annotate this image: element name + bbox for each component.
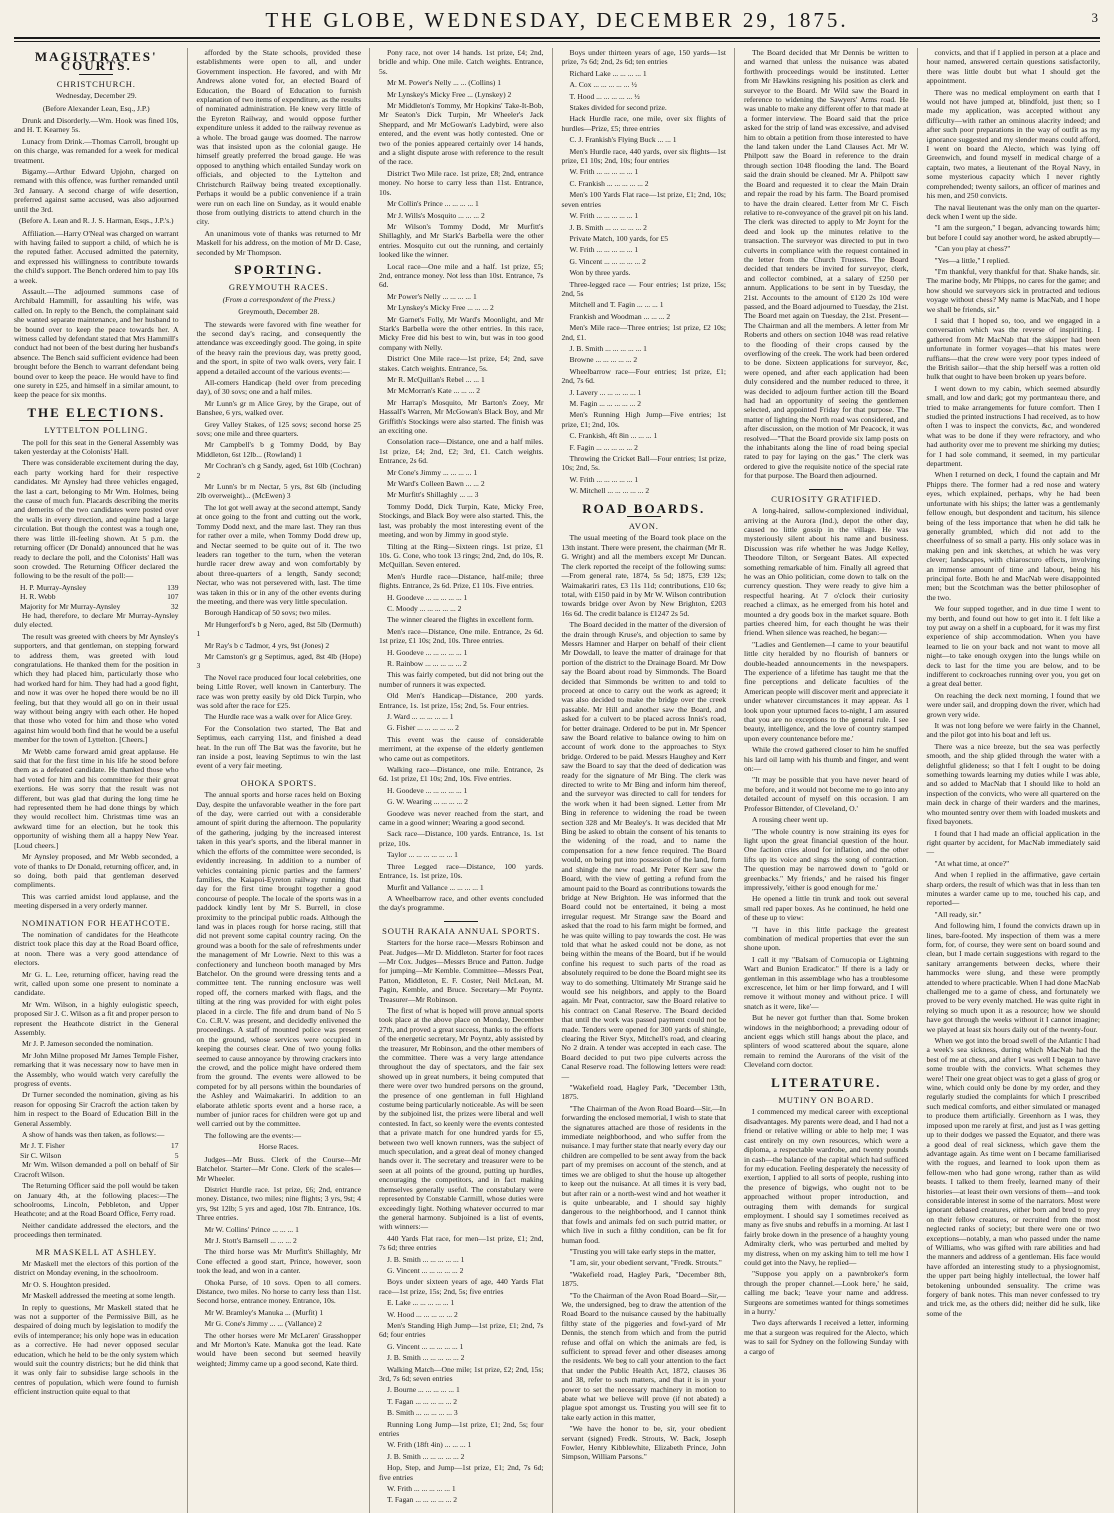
paragraph: On reaching the deck next morning, I found that we were under sail, and dropping down the river, which had grown very wide. [926, 690, 1100, 719]
maskell-article-continued [197, 48, 362, 257]
maskell-article [14, 1248, 179, 1397]
column-2 [197, 48, 371, 1513]
paragraph: W. Frith ... ... ... ... ... 1 [569, 167, 639, 177]
article-headline: LITERATURE. [771, 1074, 882, 1090]
section-label: Horse Races. [258, 1142, 299, 1152]
paragraph: In reply to questions, Mr Maskell stated that he was not a supporter of the Permissive Bill, as he despaired of doing much by legislation to modify the evils of intemperance; his only hope was in education as a corrective. He had never opposed secular education, which he held to be the only system which would suit the country districts; but he did think that it was only fair to subsidise large schools in the centres of population, which were found to furnish efficient instruction quite equal to that [14, 1302, 179, 1397]
paragraph: Mr John Milne proposed Mr James Temple Fisher, remarking that it was necessary now to have men in the Assembly, who would watch very carefully the progress of events. [14, 1050, 179, 1089]
paragraph: Local race—One mile and a half. 1st prize, £5; 2nd, entrance money. Not less than 10st. Entrance, 7s 6d. [379, 261, 544, 290]
correspondent-note: (From a correspondent of the Press.) [222, 294, 335, 304]
paragraph: Neither candidate addressed the electors, and the proceedings then terminated. [14, 1220, 179, 1240]
paragraph: A rousing cheer went up. [752, 815, 829, 825]
paragraph: Mr Ray's b c Tadmor, 4 yrs, 9st (Jones) 2 [204, 640, 330, 650]
paragraph: W. Frith (18ft 4in) ... ... ... 1 [387, 1440, 472, 1450]
paragraph: C. J. Frankish's Flying Buck ... ... 1 [569, 135, 677, 145]
paragraph: Men's Running High Jump—Five entries; 1st prize, £1; 2nd, 10s. [561, 410, 726, 429]
paragraph: Running Long Jump—1st prize, £1; 2nd, 5s; four entries [379, 1419, 544, 1439]
paragraph: Drunk and Disorderly.—Wm. Hook was fined 10s, and H. T. Kearney 5s. [14, 116, 179, 135]
article-headline: THE ELECTIONS. [27, 404, 166, 420]
paragraph: Mr Middleton's Tommy, Mr Hopkins' Take-It-Bob, Mr Seaton's Dick Turpin, Mr Wheeler's Jack Sheppard, and Mr McGowan's Ladybird, were also entered, and the event was hotly contested. One or two of the ponies appeared certainly over 14 hands, and a slight dispute arose with reference to the result of the race. [379, 101, 544, 167]
paragraph: Mr G. L. Lee, returning officer, having read the writ, called upon some one present to nominate a candidate. [14, 969, 179, 998]
paragraph: Mr Murfitt's Shillaghly ... ... 3 [387, 490, 479, 500]
paragraph: Three-legged race — Four entries; 1st prize, 15s; 2nd, 5s [561, 279, 726, 298]
article-headline: SPORTING. [234, 261, 324, 277]
paragraph: Tilting at the Ring—Sixteen rings. 1st prize, £1 10s. G. Cone, who took 13 rings; 2nd, 2nd, do 10s, R. McQuillan. Seven entered. [379, 541, 544, 570]
paragraph: I found that I had made an official application in the right quarter by accident, for MacNab immediately said— [926, 828, 1100, 857]
paragraph: District Hurdle race. 1st prize, £6; 2nd, entrance money. Distance, two miles; nine flights; 3 yrs, 9st; 4 yrs, 9st 12lb; 5 yrs and aged, 10st 7lb. Entrance, 10s. Three entries. [196, 1184, 361, 1223]
paragraph: Three Legged race—Distance, 100 yards. Entrance, 1s. 1st prize, 10s. [379, 861, 544, 881]
paragraph: Dr Turner seconded the nomination, giving as his reason for opposing Sir Cracroft the action taken by him in respect to the Board of Education Bill in the General Assembly. [14, 1090, 179, 1128]
paragraph: This was carried amidst loud applause, and the meeting dispersed in a very orderly manner. [14, 891, 179, 911]
paragraph: "I am the surgeon," I began, advancing towards him; but before I could say another word, he asked abruptly— [926, 223, 1100, 242]
paragraph: The winner cleared the flights in excellent form. [387, 615, 534, 625]
paragraph: Assault.—The adjourned summons case of Archibald Hammill, for assaulting his wife, was called on. In reply to the Bench, the complainant said she wanted separate maintenance, and her husband to be bound over to keep the peace towards her. A witness called by defendant stated that Mrs Hammill's conduct had not been of the best during her husband's absence. The Bench said sufficient evidence had been brought before the Bench to warrant defendant being bound over to keep the peace. He would have to find one surety in £25, and himself in a similar amount, to keep the peace for six months. [14, 286, 179, 400]
candidate-name: H. R. Webb [20, 592, 56, 602]
paragraph: Affiliation.—Harry O'Neal was charged on warrant with having failed to support a child, of which he is the reputed father. Accused admitted the paternity, and expressed his willingness to contribute towards the child's support. The Bench ordered him to pay 10s a week. [14, 228, 179, 285]
majority-label: Majority for Mr Murray-Aynsley [20, 601, 121, 611]
paragraph: The stewards were favored with fine weather for the second day's racing, and consequently the attendance was exceedingly good. The going, in spite of the heavy rain the previous day, was pretty good, and the sport, in spite of two walk overs, very fair. I append a detailed account of the various events:— [196, 319, 361, 376]
article-subhead: OHOKA SPORTS. [240, 777, 317, 788]
literature-continued [927, 48, 1101, 1318]
paragraph: Men's Mile race—Three entries; 1st prize, £2 10s; 2nd, £1. [561, 323, 726, 342]
paragraph: A Wheelbarrow race, and other events concluded the day's programme. [379, 893, 544, 913]
majority-count: 32 [170, 601, 179, 611]
paragraph: I commenced my medical career with exceptional disadvantages. My parents were dead, and I had not a friend or relative willing or able to help me; I was cast entirely on my own resources, which were a diploma, a respectable wardrobe, and twenty pounds in cash—the balance of the capital which had sufficed for my education. Feeling desperately the necessity of exertion, I applied to all sorts of people, rushing into the presence of bigwigs, who ought not to be approached without proper introduction, and outraging them with demands for surgical employment. I should say I sometimes received as many as five snubs and rebuffs in a morning. At last I fairly broke down in the presence of a haughty young Admiralty clerk, who was perturbed and melted by my distress, when on my asking him to tell me how I could get into the Navy, he replied— [744, 1107, 909, 1267]
south-rakaia-sports-article [379, 921, 544, 1505]
paragraph: E. Lake ... ... ... ... ... 1 [387, 1298, 455, 1308]
vote-count: 139 [167, 582, 179, 592]
paragraph: Mr Maskell met the electors of this portion of the district on Monday evening, in the schoolroom. [14, 1258, 179, 1278]
paragraph: H. Goodeve ... ... ... ... ... 1 [387, 592, 468, 602]
paragraph: J. B. Smith ... ... ... ... ... 2 [387, 1353, 465, 1363]
paragraph: convicts, and that if I applied in person at a place and hour named, answered certain questions satisfactorily, there was little doubt but what I should get the appointment. [926, 48, 1100, 86]
column-6 [927, 48, 1101, 1513]
paragraph: The Board decided in the matter of the diversion of the drain through Kruse's, and objection to same by Messrs Hamner and Harper on behalf of their client Mr Dowdall, to leave the matter of drainage for that portion of the district to the Drainage Board. Mr Dow say the Board about road by Simmonds. The Board decided that Simmonds be written to and told to proceed at once to carry out the work as agreed; it was also decided to make the bridge over the creek passable. Mr Hill and another saw the Board, and asked for a culvert to be placed across Innis's road, for better drainage. Ordered to be put in. Mr Spencer saw the Board relative to balance owing to him on account of work done to the approaches to Styx bridge. Ordered to be paid. Messrs Haughey and Kerr saw the Board to say that the deed of dedication was ready for the signature of Mr Bing. The clerk was directed to write to Mr Bing and inform him thereof, and the surveyor was directed to call for tenders for the work when it had been signed. Letter from Mr Bing in reference to widening the road be tween section 328 and Mr Bealey's. It was decided that Mr Bing be asked to obtain the consent of his tenants to the widening of the road, and to name the compensation for a new fence required. The Board would, on being put into possession of the land, form and shingle the new road. Mr Peter Kerr saw the Board, with the view of getting a refund from the amount paid to the Board as contributions towards the bridge at New Brighton. He was informed that the Board could not be entertained, it being a most irregular request. Mr Strange saw the Board and asked that the road to his farm might be formed, and he was quite willing to pay towards the cost. He was told that what he asked could not be done, as not being within the means of the Board, but if he would confine his request to such parts of the road as absolutely required to be done the Board might see its way to do something. Ultimately Mr Strange said he would see his neighbors, and apply to the Board again. Mr Peat, contractor, saw the Board relative to his contract on Canal Reserve. The Board decided that until the work was passed payment could not be made. Tenders were opened for 300 yards of shingle, clearing the River Styx, Mitchell's road, and clearing No 2 drain. A tender was accepted in each case. The Board decided to put two pipe culverts across the Canal Reserve road. The following letters were read:— [561, 620, 727, 1081]
paragraph: Murfit and Vallance ... ... ... ... 1 [387, 882, 484, 892]
paragraph: "Wakefield road, Hagley Park, "December 8th, 1875. [561, 1269, 726, 1289]
paragraph: Mr J. Stott's Barnsell ... ... ... 2 [204, 1235, 297, 1245]
paragraph: W. Frith ... ... ... ... ... 1 [569, 211, 639, 221]
paragraph: It was not long before we were fairly in the Channel, and the pilot got into his boat and left us. [926, 721, 1100, 740]
ohoka-sports-article [197, 779, 362, 1368]
paragraph: Pony race, not over 14 hands. 1st prize, £4; 2nd, bridle and whip. One mile. Catch weights. Entrance, 5s. [379, 48, 544, 76]
paragraph: Mr Hungerford's b g Nero, aged, 8st 5lb (Dermuth) 1 [196, 619, 361, 639]
paragraph: Frankish and Woodman ... ... ... 2 [569, 311, 671, 321]
paragraph: For the Consolation two started, The Bat and Septimus, each carrying 11st, and finished a dead heat. In the run off The Bat was the favorite, but he ran inside a post, leaving Septimus to win the last event of a very fair meeting. [196, 723, 361, 771]
paragraph: T. Fagan ... ... ... ... ... 2 [387, 1396, 458, 1406]
show-of-hands-row [20, 1141, 179, 1150]
paragraph: District Two Mile race. 1st prize, £8; 2nd, entrance money. No horse to carry less than 11st. Entrance, 10s. [379, 168, 544, 197]
paragraph: He had, therefore, to declare Mr Murray-Aynsley duly elected. [14, 610, 179, 630]
heathcote-nomination-article [14, 919, 179, 1240]
paragraph: The third horse was Mr Murfitt's Shillaghly, Mr Cone effected a good start, Prince, however, soon took the lead, and won in a canter. [196, 1247, 361, 1276]
paragraph: Two days afterwards I received a letter, informing me that a surgeon was required for the Alecto, which was to sail for Sydney on the following Sunday with a cargo of [744, 1318, 909, 1356]
paragraph: J. Ward ... ... ... ... ... 1 [387, 712, 454, 721]
paragraph: "I am, sir, your obedient servant, "Fredk. Strouts." [569, 1258, 722, 1268]
sporting-article [196, 261, 362, 771]
candidate-name: Mr J. T. Fisher [20, 1141, 65, 1151]
paragraph: Mr Garnet's Folly, Mr Ward's Moonlight, and Mr Stark's Barbella were the other entries. In this race, Micky Free did his best to win, but was in too good company with Nelly. [379, 314, 544, 352]
paragraph: Mr Wm. Wilson demanded a poll on behalf of Sir Cracroft Wilson. [14, 1160, 179, 1179]
paragraph: Consolation race—Distance, one and a half miles. 1st prize, £4; 2nd, £2; 3rd, £1. Catch weights. Entrance, 2s 6d. [379, 437, 544, 466]
paragraph: Men's 100 Yards Flat race—1st prize, £1; 2nd, 10s; seven entries [561, 190, 726, 209]
paragraph: Tommy Dodd, Dick Turpin, Kate, Micky Free, Stockings, and Black Boy were also started. This, the last, was probably the most interesting event of the meeting, and won by Jimmy in good style. [379, 501, 544, 540]
paragraph: afforded by the State schools, provided these establishments were open to all, and under Government inspection. He favored, and with Mr Andrews alone voted for, an elected Board of Education, the Board of Education to furnish explanation of two items of expenditure, as the results of nominated administration. He knew very little of the Eyreton Railway, and would oppose further expenditure unless it added to the railway revenue as a whole. The broad gauge was doomed. The narrow was that insisted upon as the colonial gauge. He himself greatly preferred the broad gauge. He was opposed to anything which entailed Sunday work on officials, and objected to the Lyttelton and Christchurch Railway being treated exceptionally. Perhaps it would be a public convenience if a train were run on each line on Sunday, as it would enable those from outlying districts to attend church in the city. [196, 48, 361, 227]
paragraph: Mr Campbell's b g Tommy Dodd, by Bay Middleton, 6st 12lb... (Rowland) 1 [196, 440, 361, 459]
paragraph: J. B. Smith ... ... ... ... ... 2 [569, 222, 647, 232]
paragraph: W. Hood ... ... ... ... ... 2 [387, 1309, 458, 1319]
paragraph: C. Moody ... ... ... ... ... 2 [387, 603, 462, 613]
paragraph: But he never got further than that. Some broken windows in the neighborhood; a prevading odour of ancient eggs which still hangs about the place, and splinters of wood scattered about the square, alone remain to remind the Aurorans of the visit of the Cleveland corn doctor. [744, 1013, 909, 1070]
paragraph: Browne ... ... ... ... ... 2 [569, 355, 638, 365]
paragraph: District One Mile race—1st prize, £4; 2nd, save stakes. Catch weights. Entrance, 5s. [379, 354, 544, 373]
paragraph: J. B. Smith ... ... ... ... ... 1 [569, 343, 647, 353]
paragraph: G. Vincent ... ... ... ... ... 1 [387, 1341, 464, 1351]
road-boards-article [561, 500, 727, 1462]
article-headline: MAGISTRATES' COURTS. [34, 49, 158, 74]
paragraph: W. Frith ... ... ... ... ... 1 [569, 245, 639, 255]
paragraph: The Board decided that Mr Dennis be written to and warned that unless the nuisance was abated forthwith proceedings would be instituted. Letter from Mr Hawkins resigning his position as clerk and surveyor to the Board. Mr Wild saw the Board in reference to widening the Sawyers' Arms road. He was unable to make any different offer to that made at a former interview. The Board said that the price asked for the strip of land was excessive, and advised him to obtain a petition from those interested to have the land taken under the Land Clauses Act. Mr W. Philpott saw the Board in reference to the drain through section 1048 flooding the land. The Board said the drain should be cleaned. Mr A. Philpott saw the Board and requested it to clear the Main Drain and repair the road by his farm. The Board promised to have the drain cleared. Letter from Mr C. Fisch relative to re-conveyance of the gravel pit on his land. The clerk was directed to apply to Mr Joynt for the deed and look up the minutes relative to the transaction. The surveyor was directed to put in two culverts in compliance with the request contained in the letter from the Church Trustees. The Board decided that tenders be invited for surveyor, clerk, and collector combined, at a salary of £250 per annum. Applications to be sent in by Tuesday, the 21st. Accounts to the amount of £120 2s 10d were passed, and the Board adjourned to Tuesday, the 21st. The Board met again on Tuesday, the 21st. Present—The Chairman and all the members. A letter from Mr Roberts and others on section 1048 was read relative to the flooding of their crops caused by the overflowing of the creek. The work had been ordered to be done. Sixteen applications for surveyor, &c, were opened, and after each application had been duly considered and the number reduced to three, it was decided to adjourn further action till the Board had had an opportunity of seeing the gentlemen selected, and appointed Friday for that purpose. The matter of lighting the North road was considered, and after discussion, on the motion of Mr Peacock, it was resolved—"That the Board provide six lamp posts on the inhabitants along the line of road being special rated to pay for laying on the gas." The clerk was ordered to give the requisite notice of the special rate for that purpose. The Board then adjourned. [744, 48, 909, 481]
paragraph: Mr J. P. Jameson seconded the nomination. [22, 1039, 153, 1049]
paragraph: Mr Aynsley proposed, and Mr Webb seconded, a vote of thanks to Dr Donald, returning officer, and, in so doing, both paid that gentleman deserved compliments. [14, 852, 179, 890]
masthead-rule [14, 41, 1100, 42]
south-rakaia-sports-continued [562, 48, 727, 496]
paragraph: Mr Maskell addressed the meeting at some length. [22, 1291, 176, 1301]
paragraph: The Hurdle race was a walk over for Alice Grey. [204, 712, 353, 722]
paragraph: Mr Lynskey's Micky Free ... (Lynskey) 2 [387, 89, 512, 99]
article-subhead: AVON. [628, 521, 659, 532]
paragraph: Mr Ward's Colleen Bawn ... ... 2 [387, 479, 485, 489]
paragraph: Mr Collin's Prince ... ... ... ... 1 [387, 199, 479, 209]
paragraph: Lunacy from Drink.—Thomas Carroll, brought up on this charge, was remanded for a week for medical treatment. [14, 136, 179, 165]
paragraph: Men's Standing High Jump—1st prize, £1; 2nd, 7s 6d; four entries [379, 1320, 544, 1340]
divider [444, 921, 478, 922]
paragraph: And when I replied in the affirmative, gave certain sharp orders, the result of which was that in less than ten minutes a warder came up to me, touched his cap, and reported— [926, 870, 1100, 908]
columns [14, 48, 1100, 1505]
paragraph: The poll for this seat in the General Assembly was taken yesterday at the Colonists' Hall. [14, 437, 179, 457]
paragraph: When I returned on deck, I found the captain and Mr Phipps there. The former had a red nose and watery eyes, which explained, perhaps, why he had been unfortunate with his ships; the latter was a gentlemanly fellow enough, but despondent and taciturn, his silence being of the less importance that when he did talk he generally grumbled, which did not add to the cheerfulness of so small a party. His only solace was in making pen and ink sketches, at which he was very clever; landscapes, with chiaroscuro effects, involving an immense amount of time and labour, being his principal forte. Both he and MacNab were disappointed men; but the Scotchman was the better philosopher of the two. [926, 470, 1100, 602]
paragraph: Private Match, 100 yards, for £5 [569, 233, 668, 243]
paragraph: G. W. Wearing ... ... ... ... 2 [387, 797, 468, 807]
paragraph: "Can you play at chess?" [934, 244, 1011, 254]
paragraph: Throwing the Cricket Ball—Four entries; 1st prize, 10s; 2nd, 5s. [561, 454, 726, 473]
paragraph: Mitchell and T. Fagin ... ... ... 1 [569, 300, 664, 310]
paragraph: Mr Wm. Wilson, in a highly eulogistic speech, proposed Sir J. C. Wilson as a fit and proper person to represent the Heathcote district in the General Assembly. [14, 999, 179, 1037]
paragraph: And following him, I found the convicts drawn up in lines, bare-footed. My inspection of them was a mere form, for, of course, they were sent on board sound and clean, but I made certain suggestions with regard to the sanitary arrangements between decks, where their hammocks were slung, and these were promptly attended to where practicable. When I had done MacNab challenged me to a game of chess, and fortunately we proved to be very evenly matched. He was quite right in relying so much upon it as a resource; how we should have got through the weeks without it I cannot imagine; we played at least six hours daily out of the twenty-four. [926, 921, 1100, 1034]
paragraph: Mr McMorran's Kate ... ... ... 2 [387, 386, 481, 396]
paragraph: I call it my "Balsam of Cornucopia or Lightning Wart and Bunion Eradicator." If there is a lady or gentleman in this assemblage who has a troublesome excrescence, let him or her limp forward, and I will remove it without money and without price. I will snatch as it were, like'— [744, 954, 909, 1011]
divider [809, 489, 843, 490]
paragraph: Goodeve was never reached from the start, and came in a good winner; Wearing a good second. [379, 808, 544, 828]
paragraph: The lot got well away at the second attempt, Sandy at once going to the front and cutting out the work, Tommy Dodd next, and the mare last. They ran thus for rather over a mile, when Tommy Dodd drew up, and Nectar seemed to be quite out of it. The two leaders ran together to the turn, when the veteran hurdle racer drew away and won comfortably by about three-quarters of a length, Sandy second; Nectar, who was not persevered with, last. The time was taken in this or in any of the other events during the meeting, and there was very little speculation. [196, 502, 361, 606]
paragraph: A long-haired, sallow-complexioned individual, arriving at the Aurora (Ind.), depot the other day, caused no little gossip in the village. He was mysteriously silent about his name and business. Discussion was rife whether he was Judge Kelley, Theodore Tilton, or Sergeant Bates. All expected something remarkable of him. Finally all agreed that he was an Ohio politician, come down to talk on the currency question. They were ready to give him a respectful hearing. At 7 o'clock their curiosity reached a climax, as he emerged from his hotel and mounted a dry goods box in the market square. Both parties cheered him, for each thought he was their friend. When silence was reached, he began:— [744, 506, 909, 638]
article-subhead: CHRISTCHURCH. [56, 78, 136, 89]
vote-count: 5 [174, 1150, 179, 1160]
paragraph: The result was greeted with cheers by Mr Aynsley's supporters, and that gentleman, on stepping forward to address them, was greeted with loud congratulations. He thanked them for the position in which they had placed him, particularly those who had worked hard for him. They had had a good fight, and now it was over he hoped there would be no ill feeling, but that they would all go on in their usual way without being angry with each other. He hoped that those who voted for him and those who voted against him would both find that he would be a useful member for the town of Lyttelton. [Cheers.] [14, 631, 179, 745]
paragraph: R. Rainbow ... ... ... ... ... 2 [387, 658, 467, 668]
paragraph: The usual meeting of the Board took place on the 13th instant. There were present, the chairman (Mr R. G. Wright) and all the members except Mr Duncan. The clerk reported the receipt of the following sums:—From general rate, 1874, 5s 5d; 1875, £39 12s; Waimakariri rates, £3 11s 11d; contributions, £10 6s; total, with £150 paid in by Mr W. Wilson contribution towards bridge over Avon by New Brighton, £203 16s 6d. The credit balance is £1247 2s 5d. [561, 533, 726, 618]
article-subhead: CURIOSITY GRATIFIED. [771, 493, 882, 504]
paragraph: Men's Hurdle race—Distance, half-mile; three flights. Entrance, 2s 6d. Prize, £1 10s. Five entries. [379, 571, 544, 591]
literature-article [744, 1074, 909, 1356]
paragraph: F. Fagin ... ... ... ... ... 2 [569, 442, 638, 452]
paragraph: Bigamy.—Arthur Edward Upjohn, charged on remand with this offence, was further remanded until 3rd January. A second charge of wife desertion, preferred against same accused, was also adjourned until the 3rd. [14, 167, 179, 214]
article-subhead: NOMINATION FOR HEATHCOTE. [21, 917, 171, 928]
paragraph: The Returning Officer said the poll would be taken on January 4th, at the following places:—The schoolrooms, Lincoln, Pebbleton, and Upper Heathcote; and at the Road Board Office, Ferry road. [14, 1181, 179, 1219]
poll-result-row [20, 592, 179, 601]
paragraph: Mr Power's Nelly ... ... ... ... 1 [387, 291, 477, 301]
article-subhead: GREYMOUTH RACES. [228, 282, 329, 293]
paragraph: Mr Cone's Jimmy ... ... ... ... 1 [387, 467, 478, 477]
paragraph: J. B. Smith ... ... ... ... ... 1 [387, 1254, 465, 1264]
paragraph: H. Goodeve ... ... ... ... ... 1 [387, 785, 468, 795]
paragraph: Mr Cochran's ch g Sandy, aged, 6st 10lb (Cochran) 2 [196, 461, 361, 480]
paragraph: 440 Yards Flat race, for men—1st prize, £1; 2nd, 7s 6d; three entries [379, 1233, 544, 1253]
paragraph: "To the Chairman of the Avon Road Board—Sir,—We, the undersigned, beg to draw the attention of the Road Board to the nuisance caused by the habitually filthy state of the piggeries and fowl-yard of Mr Dennis, the stench from which and from the putrid refuse and offal on which the animals are fed, is sufficient to spread fever and other diseases among the residents. We beg to call your attention to the fact that under the Public Health Act, 1872, clauses 36 and 38, refer to such matters, and that it is in your power to set the necessary machinery in motion to abate what we believe will prove (if not abated) a plague spot amongst us. Trusting you will see fit to take early action in this matter, [561, 1290, 726, 1422]
divider [262, 277, 296, 278]
paragraph: J. B. Smith ... ... ... ... ... 2 [387, 1451, 465, 1461]
curiosity-gratified-article [744, 489, 909, 1070]
paragraph: "I have in this little package the greatest combination of medical properties that ever the sun shone upon. [744, 924, 909, 953]
show-of-hands-row [20, 1151, 179, 1160]
paragraph: I said that I hoped so, too, and we engaged in a conversation which was the reverse of inspiriting. I gathered from Mr MacNab that the skipper had been unfortunate in former voyages—that his mates were ruffians—that the crew were very poor types indeed of the British sailor—that the ship herself was a rotten old hulk that ought to have been broken up years before. [926, 315, 1100, 382]
column-1 [14, 48, 188, 1513]
column-4 [562, 48, 736, 1513]
masthead-title: THE GLOBE, WEDNESDAY, DECEMBER 29, 1875. [265, 8, 849, 32]
paragraph: G. Vincent ... ... ... ... ... 2 [387, 1265, 464, 1275]
paragraph: "It may be possible that you have never heard of me before, and it would not become me to go into any detailed account of myself on this occasion. I am Professor Bittender, of Cleveland, O.' [744, 775, 909, 813]
paragraph: J. Bourne ... ... ... ... ... 1 [387, 1385, 460, 1395]
paragraph: Old Men's Handicap—Distance, 200 yards. Entrance, 1s. 1st prize, 15s; 2nd, 5s. Four entries. [379, 691, 544, 710]
paragraph: C. Frankish, 4ft 8in ... ... ... 1 [569, 431, 658, 441]
paragraph: Mr W. Collins' Prince ... ... ... 1 [204, 1224, 299, 1234]
paragraph: The nomination of candidates for the Heathcote district took place this day at the Road Board office, at noon. There was a very good attendance of electors. [14, 929, 179, 968]
paragraph: This event was the cause of considerable merriment, at the expense of the elderly gentlemen who came out as competitors. [379, 734, 544, 763]
paragraph: Mr Harrap's Mosquito, Mr Barton's Zoey, Mr Hassall's Warren, Mr McGowan's Black Boy, and Mr Griffith's Stockings were also started. The finish was an exciting one. [379, 397, 544, 436]
paragraph: The naval lieutenant was the only man on the quarter-deck when I went up the side. [926, 202, 1100, 221]
divider [79, 74, 113, 75]
column-3 [379, 48, 553, 1513]
paragraph: All-comers Handicap (held over from preceding day), of 30 sovs; one and a half miles. [196, 378, 361, 397]
paragraph: Sack race—Distance, 100 yards. Entrance, 1s. 1st prize, 10s. [379, 829, 544, 848]
candidate-name: H. P. Murray-Aynsley [20, 582, 87, 592]
paragraph: Grey Valley Stakes, of 125 sovs; second horse 25 sovs; one mile and three quarters. [196, 419, 361, 439]
paragraph: He opened a little tin trunk and took out several small red paper boxes. As he continued, he held one of these up to view: [744, 894, 909, 923]
paragraph: Hop, Step, and Jump—1st prize, £1; 2nd, 7s 6d; five entries [379, 1463, 544, 1482]
paragraph: J. Lavery ... ... ... ... ... 1 [569, 387, 642, 397]
paragraph: "Trusting you will take early steps in the matter, [569, 1246, 716, 1256]
paragraph: There was considerable excitement during the day, each party working hard for their respective candidates. Mr Aynsley had three vehicles engaged, the last a cart, belonging to Mr Wm. Holmes, being the cause of much fun. Placards describing the merits and demerits of the two candidates were posted over the walls in every direction, and equine had a large circulation. But though the contest was a tough one, there was little ill-feeling shown. At 5 p.m. the returning officer (Dr Donald) announced that he was ready to declare the poll, and the Colonists' Hall was soon crowded. The Returning Officer declared the following to be the result of the poll:— [14, 458, 179, 581]
paragraph: G. Vincent ... ... ... ... ... 2 [569, 256, 646, 266]
article-subhead: MR MASKELL AT ASHLEY. [35, 1246, 157, 1257]
paragraph: Mr Wilson's Tommy Dodd, Mr Murfitt's Shillaghly, and Mr Stark's Barbella were the other entries. Mosquito cut out the running, and certainly looked like the winner. [379, 221, 544, 260]
paragraph: Judges—Mr Buss. Clerk of the Course—Mr Batchelor. Starter—Mr Cone. Clerk of the scales—Mr Wheeler. [196, 1154, 361, 1183]
paragraph: C. Frankish ... ... ... ... ... 2 [569, 178, 649, 188]
paragraph: I went down to my cabin, which seemed absurdly small, and low and dark; got my portmanteau there, and tried to make arrangements for future comfort. Then I studied the printed instructions I had received, as to how often I was to inspect the convicts, &c, and wondered what was to be done if they were refractory, and who had authority over me to prevent me shirking my duties; for I had sole command, it seemed, in my particular department. [926, 383, 1100, 469]
paragraph: Mr R. McQuillan's Rebel ... ... 1 [387, 375, 485, 384]
vote-count: 17 [170, 1141, 179, 1151]
paragraph: W. Mitchell ... ... ... ... ... 2 [569, 486, 650, 496]
bench-note: (Before A. Lean and R. J. S. Harman, Esqs., J.P.'s.) [18, 216, 174, 226]
paragraph: There was a nice breeze, but the sea was perfectly smooth, and the ship glided through the water with a delightful glideness; so that I felt I ought to be doing something towards learning my duties while I was able, and so added to MacNab that I should like to hold an inspection of the convicts, who were all quartered on the main deck in charge of their warders and the marines, who mounted sentry over them with loaded muskets and fixed bayonets. [926, 741, 1100, 827]
ohoka-sports-continued [379, 48, 544, 913]
paragraph: An unanimous vote of thanks was returned to Mr Maskell for his address, on the motion of Mr D. Case, seconded by Mr Thompson. [196, 228, 361, 257]
paragraph: The following are the events:— [204, 1130, 302, 1140]
paragraph: T. Fagan ... ... ... ... ... 2 [387, 1495, 458, 1505]
paragraph: "Wakefield road, Hagley Park, "December 13th, 1875. [561, 1083, 726, 1102]
divider [627, 516, 661, 517]
poll-majority-row [20, 602, 179, 611]
paragraph: Mr Lynskey's Micky Free ... ... ... 2 [387, 303, 494, 313]
paragraph: G. Fisher ... ... ... ... ... 2 [387, 723, 459, 733]
paragraph: Mr J. Wills's Mosquito ... ... ... 2 [387, 210, 485, 220]
column-5 [744, 48, 918, 1513]
paragraph: "I'm thankful, very thankful for that. Shake hands, sir. The marine body, Mr Phipps, no cares for the game; and how should we surveyors sick in protracted and tedious voyage without chess? My name is MacNab, and I hope we shall be friends, sir." [926, 266, 1100, 314]
dateline: Greymouth, December 28. [238, 307, 320, 317]
paragraph: T. Hood ... ... ... ... ... ½ [569, 91, 640, 101]
paragraph: Stakes divided for second prize. [569, 103, 667, 113]
paragraph: The annual sports and horse races held on Boxing Day, despite the unfavorable weather in the fore part of the day, were carried out with a considerable amount of spirit during the afternoon. The popularity of the gathering, judging by the increased interest taken in this year's sports, and the liberal manner in which the efforts of the committee were seconded, is evidently increasing. In addition to a number of vehicles containing picnic parties and the farmers' families, the Kaiapoi-Eyreton railway running that day for the first time brought together a good concourse of people. The locale of the sports was in a paddock kindly lent by Mr S. Burrell, in close proximity to the principal public roads. Although the land was in places rough for horse racing, still that did not prevent some capital country racing. On the ground was a booth for the sale of refreshments under the management of Mr Lowrie. Next to this was a confectionery and luncheon booth managed by Mrs Batchelor. On the ground were dressing tents and a committee tent. The running enclosure was well roped off, the corners marked with flags, and the tilting at the ring was provided for with eight poles placed in a circle. The fife and drum band of No 5 Co. C.R.V. was present, and decidedly enlivened the proceedings. A staff of mounted police was present on the ground, whose services were occupied in keeping the courses clear. One of two young folks seemed to cause annoyance by throwing crackers into the crowd, and the police might have ordered them from the ground. The events were allowed to be competed for by all persons within the boundaries of the Ashley and Waimakariri. In addition to an elaborate athletic sports event and a horse race, a number of junior races for children were got up and well carried out by the committee. [196, 790, 361, 1129]
paragraph: Borough Handicap of 50 sovs; two miles. [204, 608, 331, 618]
article-subhead: LYTTELTON POLLING. [44, 425, 149, 436]
paragraph: A show of hands was then taken, as follows:— [22, 1130, 165, 1140]
divider [809, 1090, 843, 1091]
paragraph: We four supped together, and in due time I went to my berth, and found out how to get into it. I felt like a toy put away on a shelf in a cupboard, for it was my first experience of ship accommodation. When you have learned to lie on your back and not want to move all night—to take enough oxygen into the lungs while on deck to last for the time you are below, and to be indifferent to cockroaches running over you, you get on a great deal better. [926, 604, 1100, 689]
paragraph: Men's race—Distance, One mile. Entrance, 2s 6d. 1st prize, £1 10s; 2nd, 10s. Three entries. [379, 626, 544, 646]
paragraph: W. Frith ... ... ... ... ... 1 [387, 1484, 456, 1494]
paragraph: Richard Lake ... ... ... ... 1 [569, 68, 647, 78]
paragraph: The first of what is hoped will prove annual sports took place at the above place on Monday, December 27th, and proved a great success, thanks to the efforts of the energetic secretary, Mr Poyntz, ably assisted by the treasurer, Mr Robinson, and the other members of the committee. There was a very large attendance throughout the day of spectators, and the fair sex showed up in great numbers, it being computed that there were over two hundred persons on the ground, the presence of one gentleman in full Highland costume being particularly noticeable. As will be seen by the subjoined list, the prizes were liberal and well contested. In fact, so keenly were the events contested that a private match for one hundred yards for £5, between two well known runners, was the subject of much speculation, and a great deal of money changed hands over it. The secretary and treasurer were to be seen at all points of the ground, putting up hurdles, encouraging the competitors, and in fact making themselves generally useful. The constabulary were represented by Constable Carmill, whose duties were exceedingly light. Nothing whatever occurred to mar the general harmony. Subjoined is a list of events, with winners:— [379, 1005, 544, 1232]
paragraph: While the crowd gathered closer to him he snuffed his lard oil lamp with his thumb and finger, and went on:— [744, 745, 909, 774]
paragraph: Boys under thirteen years of age, 150 yards—1st prize, 7s 6d; 2nd, 2s 6d; ten entries [561, 48, 726, 67]
paragraph: "The whole country is now straining its eyes for light upon the great financial question of the hour. One faction cries aloud for inflation, and the other lifts up its voice and sings the song of contraction. The question may be narrowed down to "gold or greenbacks." My friends,' and he raised his finger impressively, 'either is good enough for me.' [744, 826, 909, 892]
paragraph: Mr M. Power's Nelly ... ... (Collins) 1 [387, 78, 502, 88]
paragraph: Mr Lunn's gr m Alice Grey, by the Grape, out of Banshee, 6 yrs, walked over. [196, 398, 361, 418]
article-subhead: MUTINY ON BOARD. [778, 1095, 875, 1106]
paragraph: The other horses were Mr McLaren' Grasshopper and Mr Morton's Kate. Manuka got the lead. Kate would have been second but seemed heavily weighted; Jimmy came up a good second, Kate third. [196, 1330, 361, 1368]
paragraph: Mr G. Cone's Jimmy ... ... (Vallance) 2 [204, 1319, 322, 1329]
bench-note: (Before Alexander Lean, Esq., J.P.) [42, 103, 150, 113]
paragraph: Mr O. S. Houghton presided. [22, 1279, 111, 1289]
paragraph: "The Chairman of the Avon Road Board—Sir,—In forwarding the enclosed memorial, I wish to state that the signatures attached are those of residents in the immediate neighborhood, and who suffer from the nuisance. I may further state that nearly every day our children are compelled to be sent away from the back part of my premises on account of the stench, and at times we are obliged to shut the house up altogether to keep out the nuisance. At all times it is very bad, but after rain or a north-west wind and hot weather it is quite unbearable, and I should say highly dangerous to the neighborhood, and I cannot think that fowls and animals fed on such putrid matter, or which live in such a filthy condition, can be fit for human food. [561, 1103, 726, 1245]
paragraph: B. Smith ... ... ... ... ... 3 [387, 1408, 458, 1418]
paragraph: Taylor ... ... ... ... ... ... 1 [387, 850, 458, 860]
paragraph: Mr Lunn's br m Nectar, 5 yrs, 8st 6lb (including 2lb overweight)... (McEwen) 3 [196, 482, 361, 501]
paragraph: Men's Hurdle race, 440 yards, over six flights—1st prize, £1 10s; 2nd, 10s; four entries [561, 146, 726, 166]
paragraph: M. Fagin ... ... ... ... ... 2 [569, 399, 642, 408]
paragraph: "Ladies and Gentlemen—I came to your beautiful little city heralded by no flourish of banners or double-headed announcements in the newspapers. The experience of a lifetime has taught me that the fine perceptions and delicate faculties of the American people will discover merit and appreciate it under whatever circumstances it may appear. As I look upon your upturned faces to-night, I am assured that you are no exceptions to the general rule. I see beauty, intelligence, and the love of country stamped upon every countenance before me.' [744, 639, 909, 743]
paragraph: Walking race—Distance, one mile. Entrance, 2s 6d. 1st prize, £1 10s; 2nd, 10s. Five entries. [379, 765, 544, 784]
paragraph: Walking Match—One mile; 1st prize, £2; 2nd, 15s; 3rd, 7s 6d; seven entries [379, 1364, 544, 1383]
road-boards-continued [744, 48, 909, 481]
paragraph: "Yes—a little," I replied. [934, 255, 1010, 265]
masthead [14, 8, 1100, 39]
paragraph: Starters for the horse race—Messrs Robinson and Peat. Judges—Mr D. Middleton. Starter for foot races—Mr Cox. Judges—Messrs Bruce and Patton. Judge for jumping—Mr Kemble. Committee—Messrs Peat, Patton, Middleton, E. F. Coster, Neil McLean, M. Pagin, Kemble, and Bruce. Secretary—Mr Poyntz. Treasurer—Mr Robinson. [379, 938, 544, 1004]
paragraph: Boys under sixteen years of age, 440 Yards Flat race—1st prize, 15s; 2nd, 5s; five entries [379, 1277, 544, 1296]
paragraph: Mr Camston's gr g Septimus, aged, 8st 4lb (Hope) 3 [196, 651, 361, 671]
paragraph: "At what time, at once?" [934, 858, 1010, 868]
paragraph: When we got into the broad swell of the Atlantic I had a week's sea sickness, during which MacNab had the best of me at chess, and after I was well I began to have some trouble with the convicts. What schemes they were! Their one great object was to get a glass of grog or wine, which could only be done by my order, and they regularly studied the complaints for which I prescribed such medical comforts, and either simulated or managed to produce them artificially. Greenhorn as I was, they imposed upon me rarely at first, and just as I was getting up to their dodges we passed the Equator, and there was a good deal of real sickness, which gave them the advantage again. As time went on I became familiarised with the rogues, and learned to look upon them as fellow-men who had gone wrong, rather than as wild beasts. I talked to them freely, learned many of their histories—at least their own versions of them—and took considerable interest in some of the narrators. Most were ignorant debased creatures, either born and bred to prey on their fellow creatures, or recruited from the most neglected ranks of society; but there were one or two exceptions—notably, a man who passed under the name of Williams, who was gifted with rare abilities and had the manners and address of a gentleman. His face would have afforded an interesting study to a physiognomist, the upper part being highly intellectual, the lower half betokening unbounded sensuality. The crime was forgery of bank notes. This man never confessed to try and trick me, as the others did; neither did he sulk, like some of the [926, 1036, 1100, 1318]
magistrates-courts-article [14, 49, 179, 400]
elections-article [14, 404, 179, 911]
paragraph: The Novel race produced four local celebrities, one being Little Rover, well known in Canterbury. The race was won pretty easily by old Dick Turpin, who was sold after the race for £25. [196, 672, 361, 710]
paragraph: W. Frith ... ... ... ... ... 1 [569, 474, 639, 484]
paragraph: Won by three yards. [569, 268, 631, 278]
paragraph: Ohoka Purse, of 10 sovs. Open to all comers. Distance, two miles. No horse to carry less than 11st. Second horse, entrance money. Entrance, 10s. [196, 1277, 361, 1306]
paragraph: "All ready, sir." [934, 909, 982, 919]
paragraph: There was no medical employment on earth that I would not have jumped at, blindfold, just then; so I made my application, was accepted without any difficulty—with rather an ominous alacrity indeed; and after such poor preparations in the way of outfit as my ignorance suggested and my slender means could afford, I went on board the Alecto, which was lying off Greenwich, and found myself in medical charge of a captain, two mates, a lieutenant of the Royal Navy, in some mysterious capacity which I never rightly comprehended; twenty sailors, an officer of marines and his men, and 250 convicts. [926, 87, 1100, 201]
paragraph: Wheelbarrow race—Four entries; 1st prize, £1; 2nd, 7s 6d. [561, 366, 726, 386]
paragraph: This was fairly competed, but did not bring out the number of runners it was expected. [379, 670, 544, 689]
divider [79, 420, 113, 421]
paragraph: H. Goodeve ... ... ... ... ... 1 [387, 647, 468, 657]
paragraph: Mr Webb came forward amid great applause. He said that for the first time in his life he stood before them as a defeated candidate. He thanked those who had voted for him and his committee for their great exertions. He was sorry that the result was not different, but was glad that during the long time he had represented them he had done things by which they would recollect him. Christmas time was an awkward time for an election, but he took this opportunity of wishing them all a happy New Year. [Loud cheers.] [14, 746, 179, 850]
paragraph: Hack Hurdle race, one mile, over six flights of hurdles—Prize, £5; three entries [561, 114, 726, 133]
dateline: Wednesday, December 29. [55, 91, 137, 101]
vote-count: 107 [167, 592, 179, 602]
poll-result-row [20, 583, 179, 592]
paragraph: "We have the honor to be, sir, your obedient servant (signed) Fredk. Strouts, W. Back, Joseph Fowler, Henry Kibblewhite, Elizabeth Prince, John Simpson, William Parsons." [561, 1424, 726, 1462]
article-headline: ROAD BOARDS. [582, 500, 706, 516]
candidate-name: Sir C. Wilson [20, 1150, 62, 1160]
paragraph: Mr W. Bramley's Manuka ... (Murfit) 1 [204, 1307, 324, 1317]
paragraph: "Suppose you apply on a pawnbroker's form through the proper channel.—Look here,' he said, calling me back; 'leave your name and address. Surgeons are sometimes wanted for things sometimes in a hurry.' [744, 1269, 909, 1316]
page-number: 3 [1091, 10, 1098, 25]
paragraph: A. Cox ... ... ... ... ... ½ [569, 80, 638, 90]
article-subhead: SOUTH RAKAIA ANNUAL SPORTS. [382, 925, 541, 936]
